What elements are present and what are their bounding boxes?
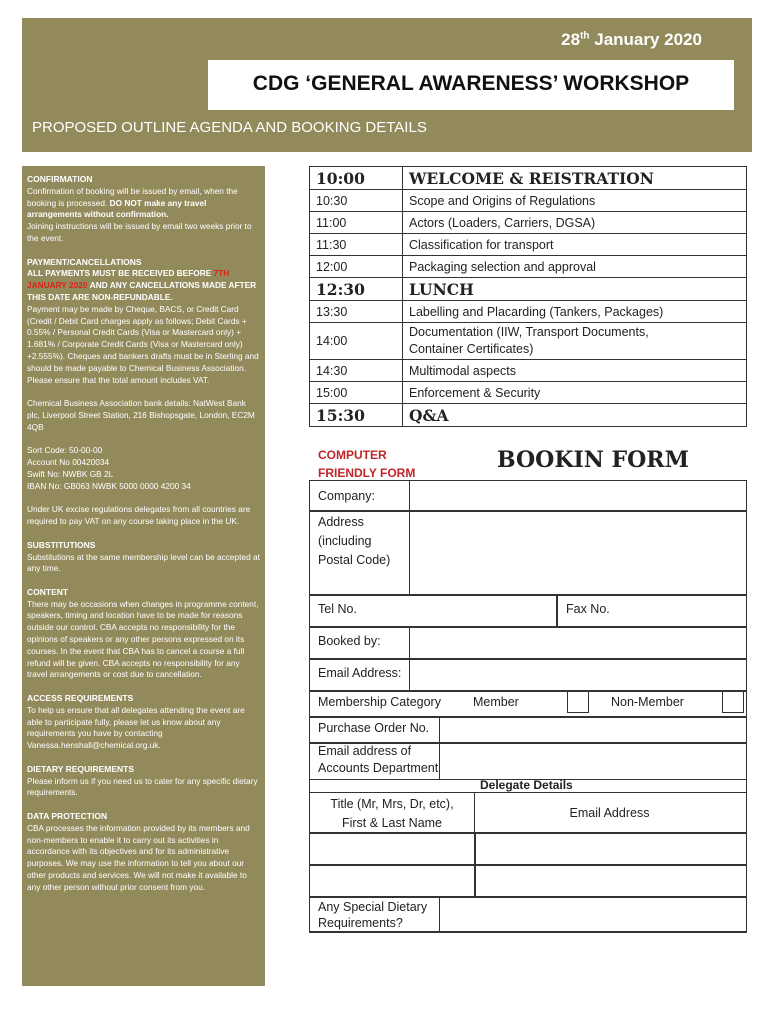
agenda-time: 13:30 [310,301,403,323]
delegate-1-name[interactable] [309,832,476,866]
delegate-1-email[interactable] [474,832,747,866]
page-title: CDG ‘GENERAL AWARENESS’ WORKSHOP [252,72,690,95]
agenda-item: LUNCH [403,278,747,301]
dietary-heading: DIETARY REQUIREMENTS [27,763,135,774]
agenda-item: Classification for transport [403,234,747,256]
payment-notice: ALL PAYMENTS MUST BE RECEIVED BEFORE 7TH JANUARY 2020 AND ANY CANCELLATIONS MADE AFTER THIS DATE ARE NON-REFUNDABLE. Payment may be made by Cheque, BACS, or Credit Card (Credit / Debit Card charges apply as follows; Debit Cards + 0.55% / Personal Credit Cards (Visa or Mastercard only) + 1.681% / Corporate Credit Cards (Visa or Mastercard only) +2.555%). Cheques and bankers drafts must be in Sterling and should be made payable to Chemical Business Association. Please ensure that the total amount includes VAT. [27,268,259,385]
booking-form-title: BOOKIN FORM [497,447,689,473]
page-subtitle: PROPOSED OUTLINE AGENDA AND BOOKING DETAILS [32,119,427,136]
agenda-time: 15:00 [310,382,403,404]
data-protection-text: CBA processes the information provided by its members and non-members to enable it to carry out its activities in accordance with its objectives and for its administrative purposes. We may use the information to tell you about our other products and services. We will not make it available to any other person without prior consent from you. [27,822,250,892]
membership-label: Membership Category [318,695,441,709]
access-heading: ACCESS REQUIREMENTS [27,693,134,704]
bank-details: Chemical Business Association bank details: NatWest Bank plc, Liverpool Street Station, 216 Bishopsgate, London, EC2M 4QB [27,398,255,432]
accounts-email-label: Email address of Accounts Department [318,744,439,775]
agenda-item: Multimodal aspects [403,360,747,382]
agenda-row [310,167,747,190]
non-member-checkbox[interactable] [722,691,744,713]
special-dietary-field[interactable] [439,896,747,933]
agenda-time: 10:00 [310,167,403,190]
agenda-row [310,234,747,256]
delegate-2-email[interactable] [474,864,747,898]
agenda-time: 11:00 [310,212,403,234]
booked-by-field[interactable] [409,626,747,660]
delegate-name-header: Title (Mr, Mrs, Dr, etc), First & Last Name [330,797,454,830]
agenda-item: Scope and Origins of Regulations [403,190,747,212]
member-checkbox[interactable] [567,691,589,713]
agenda-row [310,190,747,212]
title-box [208,60,734,110]
confirmation-heading: CONFIRMATION [27,174,93,184]
agenda-time: 14:00 [310,323,403,360]
agenda-row [310,323,747,360]
agenda-item: Enforcement & Security [403,382,747,404]
payment-heading: PAYMENT/CANCELLATIONS [27,256,142,267]
substitutions-heading: SUBSTITUTIONS [27,539,96,550]
agenda-row [310,256,747,278]
tel-field[interactable] [309,594,558,628]
computer-friendly-label: COMPUTER FRIENDLY FORM [318,448,416,480]
agenda-time: 10:30 [310,190,403,212]
agenda-row [310,301,747,323]
agenda-item: WELCOME & REISTRATION [403,167,747,190]
vat-text: Under UK excise regulations delegates from all countries are required to pay VAT on any course taking place in the UK. [27,504,251,527]
agenda-time: 15:30 [310,404,403,427]
content-text: There may be occasions when changes in programme content, speakers, timing and location have to be made for reasons outside our control. CBA accepts no responsibility for the opinions of speakers or any other persons expressed on its courses. In the event that CBA has to cancel a course a full refund will be given. CBA accepts no responsibility for any travel arrangements or cost due to cancellation. [27,598,259,680]
fax-field[interactable] [556,594,747,628]
po-field[interactable] [439,716,747,744]
agenda-table [309,166,747,427]
address-field[interactable] [409,510,747,596]
delegate-email-header-label: Email Address [569,806,650,820]
agenda-time: 14:30 [310,360,403,382]
fax-label: Fax No. [566,602,610,616]
non-member-label: Non-Member [611,695,684,709]
booking-form [309,480,747,932]
agenda-row [310,212,747,234]
content-heading: CONTENT [27,586,69,597]
company-field[interactable] [409,480,747,512]
agenda-item: Labelling and Placarding (Tankers, Packages) [403,301,747,323]
data-protection-heading: DATA PROTECTION [27,811,108,822]
agenda-time: 12:30 [310,278,403,301]
agenda-row [310,360,747,382]
agenda-item: Actors (Loaders, Carriers, DGSA) [403,212,747,234]
delegate-2-name[interactable] [309,864,476,898]
terms-sidebar [22,166,265,986]
agenda-time: 11:30 [310,234,403,256]
account-details: Sort Code: 50-00-00 Account No 00420034 Swift No: NWBK GB 2L IBAN No: GB063 NWBK 5000 0000 4200 34 [27,445,191,491]
agenda-item: Q&A [403,404,747,427]
agenda-item: Documentation (IIW, Transport Documents, Container Certificates) [403,323,747,360]
header-banner [22,18,752,152]
address-label: Address (including Postal Code) [318,515,391,567]
dietary-text: Please inform us if you need us to cater for any specific dietary requirements. [27,775,258,798]
agenda-row [310,382,747,404]
confirmation-text: Confirmation of booking will be issued by email, when the booking is processed. DO NOT make any travel arrangements without confirmation. Joining instructions will be issued by email two weeks prior to the event. [27,185,252,243]
email-label: Email Address: [318,666,402,680]
booked-by-label: Booked by: [318,634,381,648]
agenda-time: 12:00 [310,256,403,278]
agenda-item: Packaging selection and approval [403,256,747,278]
agenda-row [310,278,747,301]
accounts-email-field[interactable] [439,742,747,780]
delegate-details-heading: Delegate Details [480,778,573,792]
company-label: Company: [318,489,375,503]
po-label: Purchase Order No. [318,721,430,735]
special-dietary-label: Any Special Dietary Requirements? [318,900,428,930]
substitutions-text: Substitutions at the same membership level can be accepted at any time. [27,551,260,574]
tel-label: Tel No. [318,602,357,616]
event-date: 28th January 2020 [561,30,702,49]
access-text: To help us ensure that all delegates attending the event are able to participate fully, please let us know about any requirements you have by contacting Vanessa.henshall@chemical.org.uk. [27,704,245,751]
agenda-row [310,404,747,427]
member-label: Member [473,695,519,709]
email-field[interactable] [409,658,747,692]
